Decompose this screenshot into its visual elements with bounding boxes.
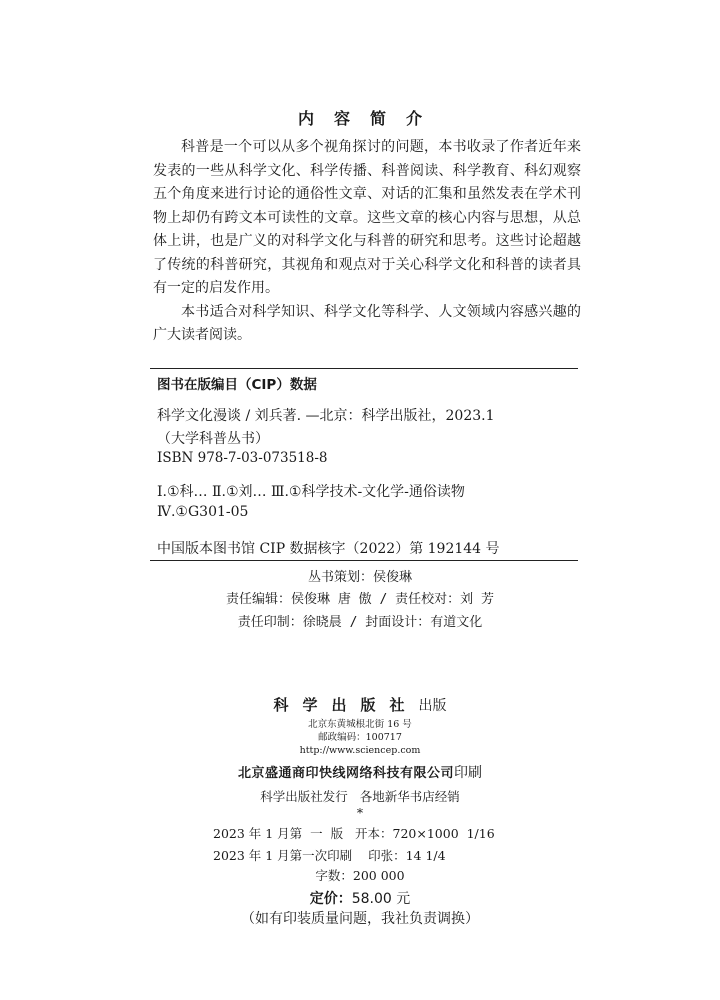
- cip-number: 中国版本图书馆 CIP 数据核字（2022）第 192144 号: [157, 541, 500, 557]
- summary-paragraph-1: 科普是一个可以从多个视角探讨的问题，本书收录了作者近年来发表的一些从科学文化、科学传播、科普阅读、科学教育、科幻观察五个角度来进行讨论的通俗性文章、对话的汇集和虽然发表在学术刊物上却仍有跨文本可读性的文章。这些文章的核心内容与思想，从总体上讲，也是广义的对科学文化与科普的研究和思考。这些讨论超越了传统的科普研究，其视角和观点对于关心科学文化和科普的读者具有一定的启发作用。: [153, 139, 581, 296]
- summary-text: [153, 136, 581, 348]
- printer-suffix: 印刷: [454, 765, 482, 781]
- price-line: [0, 888, 720, 908]
- series-planner: 丛书策划：侯俊琳: [307, 570, 412, 585]
- printer-line: [0, 762, 720, 782]
- impression-line: 2023 年 1 月第一次印刷 印张：14 1/4: [213, 848, 446, 863]
- publisher-suffix: 出版: [418, 698, 447, 714]
- publisher-postcode: 邮政编码：100717: [318, 732, 402, 743]
- cip-heading: 图书在版编目（CIP）数据: [157, 377, 317, 393]
- editor-proofreader: 责任编辑：侯俊琳 唐 傲 / 责任校对：刘 芳: [226, 592, 494, 607]
- publisher-address: 北京东黄城根北街 16 号: [308, 719, 412, 730]
- distribution-line: 科学出版社发行 各地新华书店经销: [260, 789, 460, 804]
- top-divider: [150, 368, 578, 369]
- printing-design: 责任印制：徐晓晨 / 封面设计：有道文化: [237, 615, 483, 630]
- edition-line: 2023 年 1 月第 一 版 开本：720×1000 1/16: [213, 826, 495, 841]
- summary-title: 内容简介: [297, 109, 442, 128]
- publisher-website: http://www.sciencep.com: [299, 745, 421, 756]
- separator-asterisk: *: [356, 805, 364, 820]
- publisher-line: [0, 694, 720, 715]
- word-count: 字数：200 000: [315, 868, 405, 883]
- summary-paragraph-2: 本书适合对科学知识、科学文化等科学、人文领域内容感兴趣的广大读者阅读。: [153, 303, 581, 343]
- cip-bottom-divider: [150, 560, 578, 561]
- cip-classification-1: Ⅰ.①科… Ⅱ.①刘… Ⅲ.①科学技术-文化学-通俗读物: [157, 484, 465, 500]
- price-amount: 58.00 元: [351, 891, 411, 907]
- cip-series: （大学科普丛书）: [157, 431, 269, 447]
- price-label: 定价：: [309, 891, 352, 907]
- publisher-name: 科学出版社: [273, 696, 419, 714]
- printer-name: 北京盛通商印快线网络科技有限公司: [237, 766, 454, 781]
- cip-classification-2: Ⅳ.①G301-05: [157, 504, 249, 520]
- quality-notice: （如有印装质量问题，我社负责调换）: [241, 911, 479, 927]
- cip-isbn: ISBN 978-7-03-073518-8: [157, 450, 328, 466]
- cip-record: 科学文化漫谈 / 刘兵著. —北京：科学出版社，2023.1: [157, 408, 495, 424]
